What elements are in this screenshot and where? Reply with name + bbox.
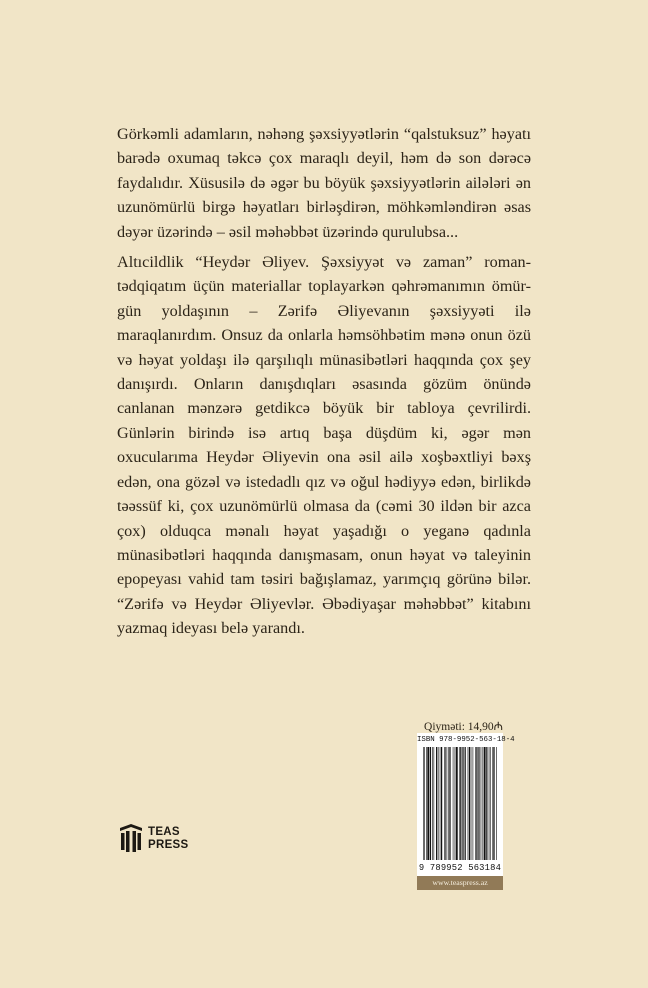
barcode-bar [445, 747, 446, 860]
barcode-bar [483, 747, 484, 860]
price-label: Qiymәti: 14,90₼ [424, 721, 503, 733]
barcode-bar [478, 747, 479, 860]
publisher-name-line2: PRESS [148, 839, 189, 851]
barcode-bar [462, 747, 463, 860]
barcode-bar [476, 747, 477, 860]
teas-press-book-logo-icon [118, 822, 144, 854]
barcode-bar [481, 747, 482, 860]
publisher-logo [118, 822, 198, 856]
barcode-digits: 9 789952 563184 [418, 863, 502, 873]
barcode-bar [484, 747, 486, 860]
barcode-bar [448, 747, 449, 860]
back-cover-text [117, 122, 531, 641]
barcode-bar [486, 747, 487, 860]
barcode-bar [436, 747, 437, 860]
isbn-barcode [417, 733, 515, 876]
barcode-bar [479, 747, 480, 860]
barcode-bar [465, 747, 466, 860]
barcode-bar [459, 747, 460, 860]
barcode-bar [463, 747, 464, 860]
barcode-bar [489, 747, 490, 860]
website-url: www.teaspress.az [417, 876, 503, 890]
barcode-bar [434, 747, 435, 860]
barcode-bar [475, 747, 476, 860]
barcode-bar [453, 747, 454, 860]
barcode-bar [496, 747, 497, 860]
barcode-bar [440, 747, 441, 860]
barcode-bar [430, 747, 431, 860]
barcode-bar [471, 747, 472, 860]
barcode-bar [460, 747, 461, 860]
paragraph-1: Görkəmli adamların, nəhəng şəxsiyyətlərin “qalstuksuz” həyatı barədə oxumaq təkcə çox maraqlı deyil, həm də son dərəcə faydalıdır. Xüsusilə də əgər bu böyük şəxsiyyətlərin ailələri ən uzunömürlü birgə həyatları birləşdirən, möhkəmləndirən əsas dəyər üzərində – əsil məhəbbət üzərində qurulubsa... [117, 125, 531, 241]
barcode-bars [423, 747, 497, 860]
barcode-bar [447, 747, 448, 860]
paragraph-2: Altıcildlik “Heydər Əliyev. Şəxsiyyət və zaman” roman-tədqiqatım üçün materiallar toplayarkən qəhrəmanımın ömür-gün yoldaşının – Zərifə Əliyevanın şəxsiyyəti ilə maraqlanırdım. Onsuz da onlarla həmsöhbətim mənə onun özü və həyat yoldaşı ilə qarşılıqlı münasibətləri haqqında çox şey danışırdı. Onların danışdıqları əsasında gözüm önündə canlanan mənzərə getdikcə böyük bir tabloya çevrilirdi. Günlərin birində isə artıq başa düşdüm ki, əgər mən oxucularıma Heydər Əliyevin ona əsil ailə xoşbəxtliyi bəxş edən, ona gözəl və istedadlı qız və oğul hədiyyə edən, birlikdə təəssüf ki, çox uzunömürlü olmasa da (cəmi 30 ildən bir azca çox) olduqca mənalı həyat yaşadığı o yeganə qadınla münasibətləri haqqında danışmasam, onun həyat və taleyinin epopeyası vahid tam təsiri bağışlamaz, yarımçıq görünə bilər. “Zərifə və Heydər Əliyevlər. Əbədiyaşar məhəbbət” kitabını yazmaq ideyası belə yarandı. [117, 253, 531, 638]
barcode-bar [424, 747, 425, 860]
barcode-bar [426, 747, 427, 860]
barcode-bar [473, 747, 474, 860]
barcode-bar [438, 747, 439, 860]
barcode-bar [432, 747, 433, 860]
barcode-bar [450, 747, 451, 860]
barcode-bar [441, 747, 442, 860]
barcode-bar [427, 747, 429, 860]
barcode-bar [456, 747, 458, 860]
barcode-bar [490, 747, 491, 860]
isbn-label: ISBN 978-9952-563-18-4 [417, 736, 515, 744]
barcode-bar [494, 747, 495, 860]
barcode-bar [455, 747, 456, 860]
barcode-bar [468, 747, 469, 860]
barcode-bar [444, 747, 445, 860]
barcode-bar [492, 747, 493, 860]
barcode-bar [423, 747, 424, 860]
barcode-bar [469, 747, 470, 860]
publisher-name-line1: TEAS [148, 826, 180, 838]
